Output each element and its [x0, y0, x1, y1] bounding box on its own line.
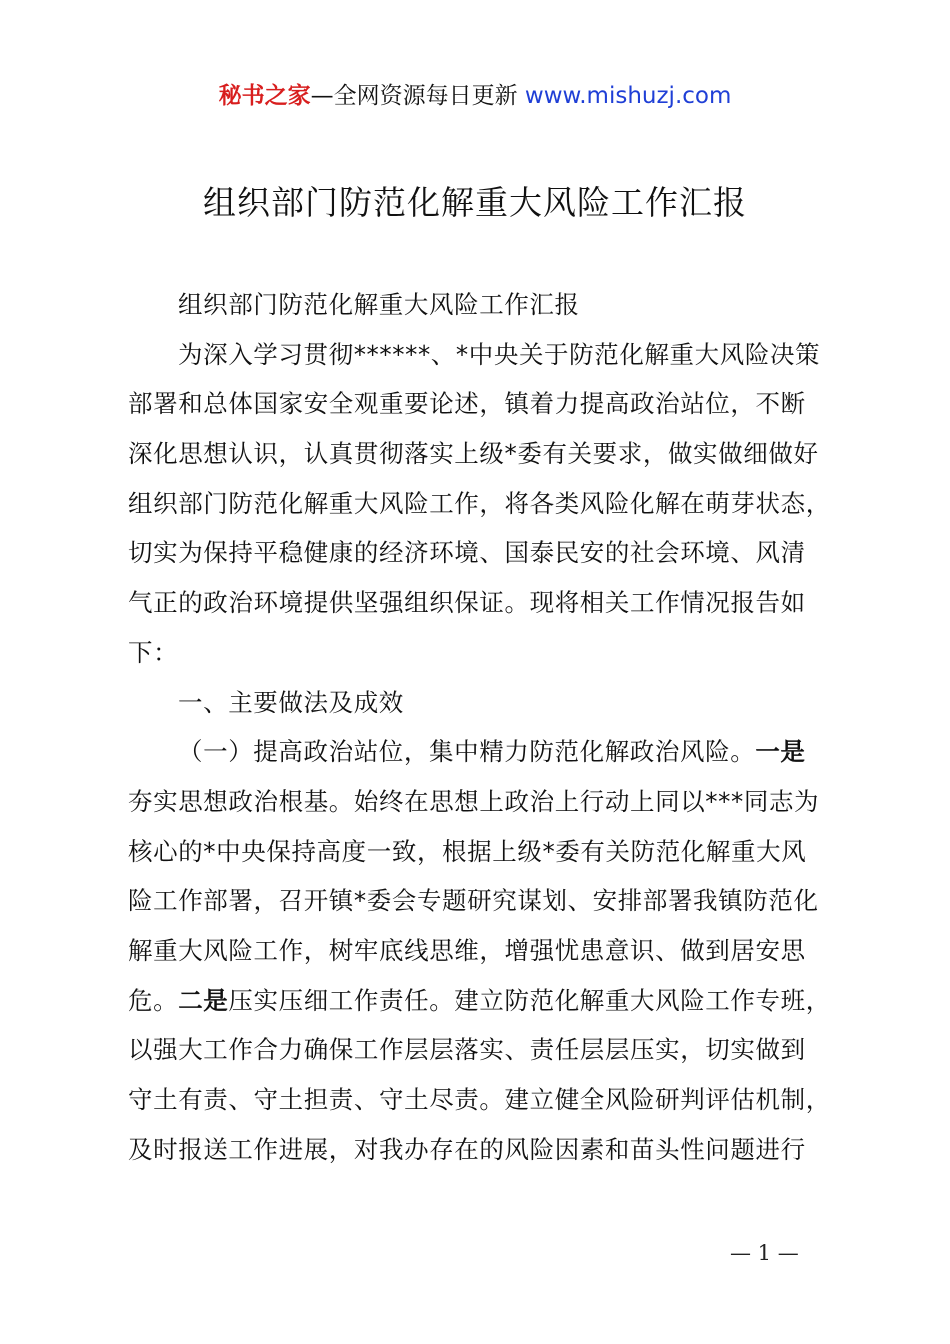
paragraph-line: 核心的*中央保持高度一致，根据上级*委有关防范化解重大风 [128, 836, 807, 866]
paragraph-line: 解重大风险工作，树牢底线思维，增强忧患意识、做到居安思 [128, 935, 806, 965]
site-url-link[interactable]: www.mishuzj.com [524, 83, 732, 109]
paragraph-line: 切实为保持平稳健康的经济环境、国泰民安的社会环境、风清 [128, 538, 806, 568]
header-banner [0, 80, 950, 112]
paragraph-line: 险工作部署，召开镇*委会专题研究谋划、安排部署我镇防范化 [128, 886, 819, 916]
brand-name: 秘书之家 [218, 83, 311, 109]
paragraph-line [128, 976, 834, 1026]
page-number: — 1 — [730, 1241, 799, 1265]
subsection-heading: （一）提高政治站位，集中精力防范化解政治风险。 [178, 737, 756, 767]
paragraph-line: 及时报送工作进展，对我办存在的风险因素和苗头性问题进行 [128, 1134, 806, 1164]
paragraph-line [128, 727, 834, 777]
paragraph-line: 部署和总体国家安全观重要论述，镇着力提高政治站位，不断 [128, 389, 806, 419]
paragraph-line: 守土有责、守土担责、守土尽责。建立健全风险研判评估机制， [128, 1085, 831, 1114]
document-body [128, 280, 834, 1174]
paragraph-line: 夯实思想政治根基。始终在思想上政治上行动上同以***同志为 [128, 786, 820, 816]
document-title: 组织部门防范化解重大风险工作汇报 [203, 183, 747, 222]
brand-slogan: —全网资源每日更新 [310, 83, 525, 109]
section-heading: 一、主要做法及成效 [178, 687, 404, 717]
subtitle-line: 组织部门防范化解重大风险工作汇报 [178, 290, 580, 319]
paragraph-text: 危。 [128, 985, 179, 1015]
paragraph-line: 以强大工作合力确保工作层层落实、责任层层压实，切实做到 [128, 1035, 806, 1065]
paragraph-line: 下： [128, 637, 179, 667]
paragraph-line: 深化思想认识，认真贯彻落实上级*委有关要求，做实做细做好 [128, 439, 819, 469]
bold-marker: 一是 [755, 737, 806, 767]
bold-marker: 二是 [178, 985, 229, 1015]
paragraph-line: 为深入学习贯彻******、*中央关于防范化解重大风险决策 [178, 339, 821, 369]
paragraph-line: 气正的政治环境提供坚强组织保证。现将相关工作情况报告如 [128, 588, 806, 618]
paragraph-line: 组织部门防范化解重大风险工作，将各类风险化解在萌芽状态， [128, 488, 831, 518]
paragraph-text: 压实压细工作责任。建立防范化解重大风险工作专班， [228, 985, 831, 1015]
